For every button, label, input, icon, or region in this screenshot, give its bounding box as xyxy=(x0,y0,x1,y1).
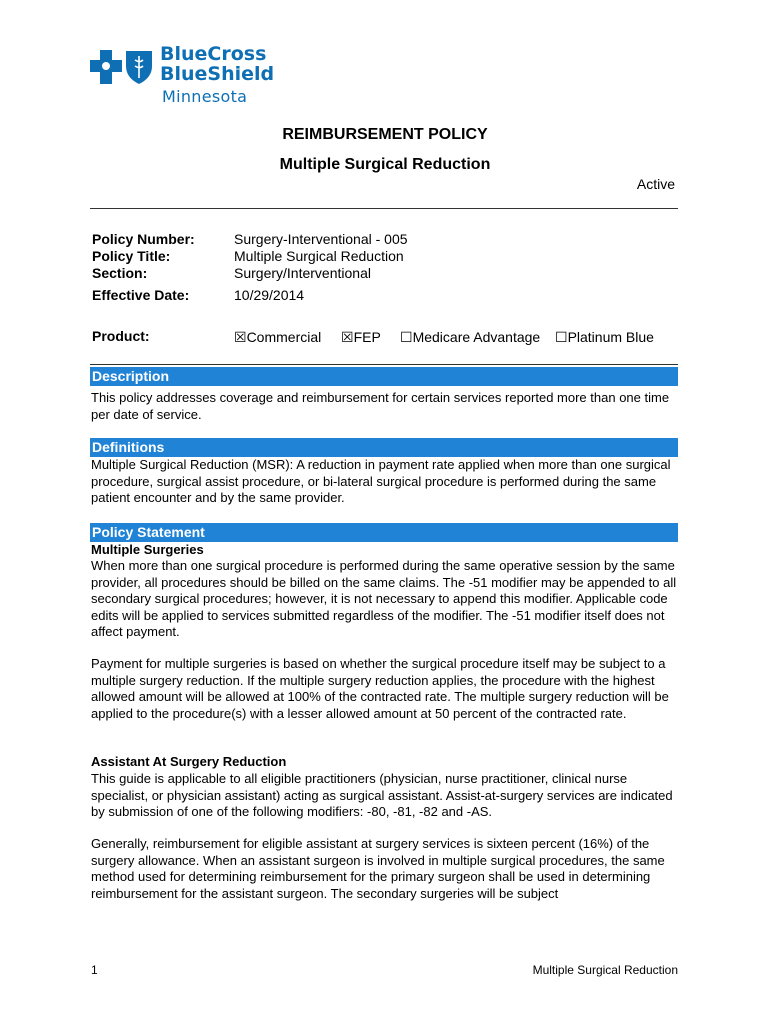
assistant-surgery-paragraph-2: Generally, reimbursement for eligible assistant at surgery services is sixteen percent (16%) of the surgery allowance. When an assistant surgeon is involved in multiple surgical procedures, the same method used for determining reimbursement for the primary surgeon shall be used in determining reimbursement for the assistant surgeon. The secondary surgeries will be subject xyxy=(91,836,665,901)
section-value: Surgery/Interventional xyxy=(234,265,371,281)
product-label: Product: xyxy=(92,328,150,344)
checkbox-unchecked-icon: ☐ xyxy=(400,329,413,345)
divider-meta xyxy=(90,364,678,365)
description-heading: Description xyxy=(90,367,678,386)
effective-date-label: Effective Date: xyxy=(92,287,190,303)
multiple-surgeries-subheading: Multiple Surgeries xyxy=(91,542,204,557)
divider-top xyxy=(90,208,678,209)
definitions-text: Multiple Surgical Reduction (MSR): A reduction in payment rate applied when more than one surgical procedure, surgical assist procedure, or bi-lateral surgical procedure is performed during the same patient encounter and by the same provider. xyxy=(91,457,671,506)
policy-number-label: Policy Number: xyxy=(92,231,195,247)
document-title: REIMBURSEMENT POLICY xyxy=(282,126,488,143)
logo-wordmark xyxy=(160,44,274,84)
multiple-surgeries-paragraph-1: When more than one surgical procedure is performed during the same operative session by the same provider, all procedures should be billed on the same claims. The -51 modifier may be appended to all secondary surgical procedures; however, it is not necessary to append this modifier. Applicable code edits will be applied to services submitted regardless of the modifier. The -51 modifier itself does not affect payment. xyxy=(91,558,677,640)
assistant-surgery-subheading: Assistant At Surgery Reduction xyxy=(91,754,287,769)
logo-state: Minnesota xyxy=(162,87,248,106)
logo-line-2: BlueShield xyxy=(160,63,275,85)
product-option-label: FEP xyxy=(353,329,381,345)
product-fep xyxy=(341,329,381,346)
footer-page-number: 1 xyxy=(91,963,98,977)
policy-number-value: Surgery-Interventional - 005 xyxy=(234,231,408,247)
document-subtitle: Multiple Surgical Reduction xyxy=(279,156,491,173)
definitions-heading: Definitions xyxy=(90,438,678,457)
checkbox-unchecked-icon: ☐ xyxy=(555,329,568,345)
policy-title-value: Multiple Surgical Reduction xyxy=(234,248,404,264)
checkbox-checked-icon: ☒ xyxy=(234,329,247,345)
product-commercial xyxy=(234,329,321,346)
product-medicare-advantage xyxy=(400,329,540,346)
footer-document-title: Multiple Surgical Reduction xyxy=(532,963,678,977)
product-platinum-blue xyxy=(555,329,654,346)
description-text: This policy addresses coverage and reimbursement for certain services reported more than one time per date of service. xyxy=(91,390,670,422)
checkbox-checked-icon: ☒ xyxy=(341,329,354,345)
product-option-label: Platinum Blue xyxy=(567,329,654,345)
effective-date-value: 10/29/2014 xyxy=(234,287,305,303)
product-option-label: Medicare Advantage xyxy=(412,329,541,345)
section-label: Section: xyxy=(92,265,148,281)
policy-title-label: Policy Title: xyxy=(92,248,171,264)
bcbs-cross-shield-icon xyxy=(90,50,156,84)
logo-line-1: BlueCross xyxy=(160,43,267,65)
policy-statement-heading: Policy Statement xyxy=(90,523,678,542)
policy-status: Active xyxy=(636,176,675,192)
multiple-surgeries-paragraph-2: Payment for multiple surgeries is based on whether the surgical procedure itself may be subject to a multiple surgery reduction. If the multiple surgery reduction applies, the procedure with the highest allowed amount will be allowed at 100% of the contracted rate. The multiple surgery reduction will be applied to the procedure(s) with a lesser allowed amount at 50 percent of the contracted rate. xyxy=(91,656,669,721)
product-option-label: Commercial xyxy=(246,329,322,345)
assistant-surgery-paragraph-1: This guide is applicable to all eligible practitioners (physician, nurse practitioner, clinical nurse specialist, or physician assistant) acting as surgical assistant. Assist-at-surgery services are indicated by submission of one of the following modifiers: -80, -81, -82 and -AS. xyxy=(91,771,673,820)
